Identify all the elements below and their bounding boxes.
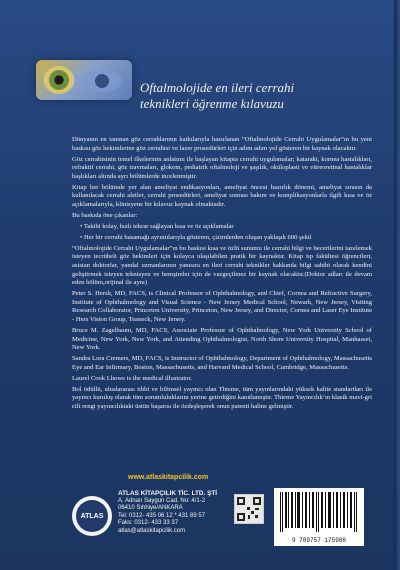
features-paragraph: Kitap her bölümde yer alan ameliyat endikasyonları, ameliyat öncesi hazırlık dönemi, ameliyat sırasın da kullanılacak cerrahi aletler, cerrahi prosedürleri, ameliyat sonrası bakım ve komplikasyonlarla ilgili kısa ve öz açıklamalarıyla, klinisyene bir kılavuz kaynak olmaktadır.	[72, 183, 372, 208]
intro-paragraph: Dünyanın en tanınan göz cerrahlarının katkılarıyla hazırlanan “Oftalmolojide Cerrahi Uygulamalar”ın bu yeni baskısı göz hekimlerine göz cerrahisi ve lazer prosedürleri için adım adım yol gösteren bir kaynak olacaktır.	[72, 136, 372, 152]
publisher-phone: Tel: 0312- 435 06 12 * 431 89 57	[118, 512, 206, 519]
highlight-item: • Her bir cerrahi basamağı ayrıntılarıyla gösteren, çizimlerden oluşan yaklaşık 600 şekil	[80, 233, 312, 241]
author-bio-cremers: Sandra Lora Cremers, MD, FACS, is Instructor of Ophthalmology, Department of Ophthalmology, Massachusetts Eye and Ear Infirmary, Boston, Massachusetts, and Harvard Medical School, Cambridge, Massachusetts.	[72, 355, 372, 371]
author-bio-zagelbaum: Bruce M. Zagelbaum, MD, FACS, Associate Professor of Ophthalmology, New York University School of Medicine, New York, New York, and Attending Ophthalmologist, North Shore University Hospital, Manhasset, New York.	[72, 327, 372, 352]
isbn-number: 9 789757 175988	[291, 537, 346, 544]
publisher-paragraph: Bol ödüllü, uluslararası tıbbi ve bilimsel yayıncı olan Thieme, tüm yayınlarındaki yüksek kalite standartları ile yayıncı kuruluş olarak tüm sorumluluklarını yerine getirdiğini kanıtlamıştır. Thieme Yayıncılık’ın klasik mavi-gri cilt rengi yayıncılıktaki üstün başarısı ile özdeşleşerek onun patenti haline gelmiştir.	[72, 385, 372, 410]
audience-paragraph: “Oftalmolojide Cerrahi Uygulamalar”ın bu baskısı kısa ve özlü sunumu ile cerrahi bilgi ve becerilerini tazelemek isteyen tecrübeli göz hekimleri için kolayca ulaşılabilen pratik bir kaynaktır. Kitap tıp fakültesi öğrencileri, asistan doktorlar, yandal uzmanlarının yanısıra en ileri cerrahi teknikler hakkında bilgi sahibi olarak kendini geliştirmek isteyen teknisyen ve hemşireler için de vazgeçilmez bir kaynak olacaktır.(Doktor adları ile devam eden bölüm,orijinal ile aynı)	[72, 244, 372, 287]
eye-image-icon	[44, 66, 74, 94]
spine-edge	[394, 0, 400, 570]
highlight-item: • Takibi kolay, hızlı tekrar sağlayan kısa ve öz açıklamalar	[80, 222, 234, 230]
eye-overlay-icon	[82, 70, 122, 92]
qr-code-icon	[234, 494, 264, 524]
illustrator-credit: Laurel Cook Lhowe is the medical illustrator.	[72, 374, 192, 382]
isbn-barcode	[274, 488, 364, 546]
atlas-logo-text: ATLAS	[76, 500, 108, 532]
atlas-logo	[72, 496, 112, 536]
publisher-address-2: 06410 Sıhhiye/ANKARA	[118, 505, 183, 512]
tagline-line-2: teknikleri öğrenme kılavuzu	[140, 96, 284, 111]
publisher-url: www.atlaskitapcilik.com	[128, 474, 209, 481]
highlights-heading: Bu baskıda öne çıkanlar:	[72, 211, 138, 219]
publisher-email: atlas@atlaskitapcilik.com	[118, 527, 186, 534]
contents-paragraph: Göz cerrahisinin temel ilkelerinin anlatımı ile başlayan kitapta cerrahi uygulamalar; katarakt, kornea hastalıkları, refraktif cerrahi, göz travmaları, glokom, pediatrik oftalmoloji ve şaşılık, oküloplasti ve vitreoretinal hastalıklar başlıkları altında ayrı bölümlerde incelenmiştir.	[72, 155, 372, 180]
tagline	[140, 80, 360, 112]
tagline-line-1: Oftalmolojide en ileri cerrahi	[140, 80, 295, 95]
cover-illustration	[36, 60, 132, 100]
publisher-address-1: A. Adnan Saygun Cad. No: 4/1-2	[118, 497, 206, 504]
publisher-info	[118, 490, 238, 536]
description-text	[72, 136, 372, 414]
publisher-name: ATLAS KİTAPÇILIK TİC. LTD. ŞTİ	[118, 490, 218, 497]
barcode-icon	[274, 488, 364, 536]
publisher-fax: Faks: 0312- 433 33 37	[118, 520, 179, 527]
author-bio-hersh: Peter S. Hersh, MD, FACS, is Clinical Professor of Ophthalmology, and Chief, Cornea and Refractive Surgery, Institute of Ophthalmology and Visual Science - New Jersey Medical School, Newark, New Jersey, Visiting Research Collaborator, Princeton University, Princeton, New Jersey, and Director, Cornea and Laser Eye Institute - Hers Vision Group, Teaneck, New Jersey.	[72, 290, 372, 324]
